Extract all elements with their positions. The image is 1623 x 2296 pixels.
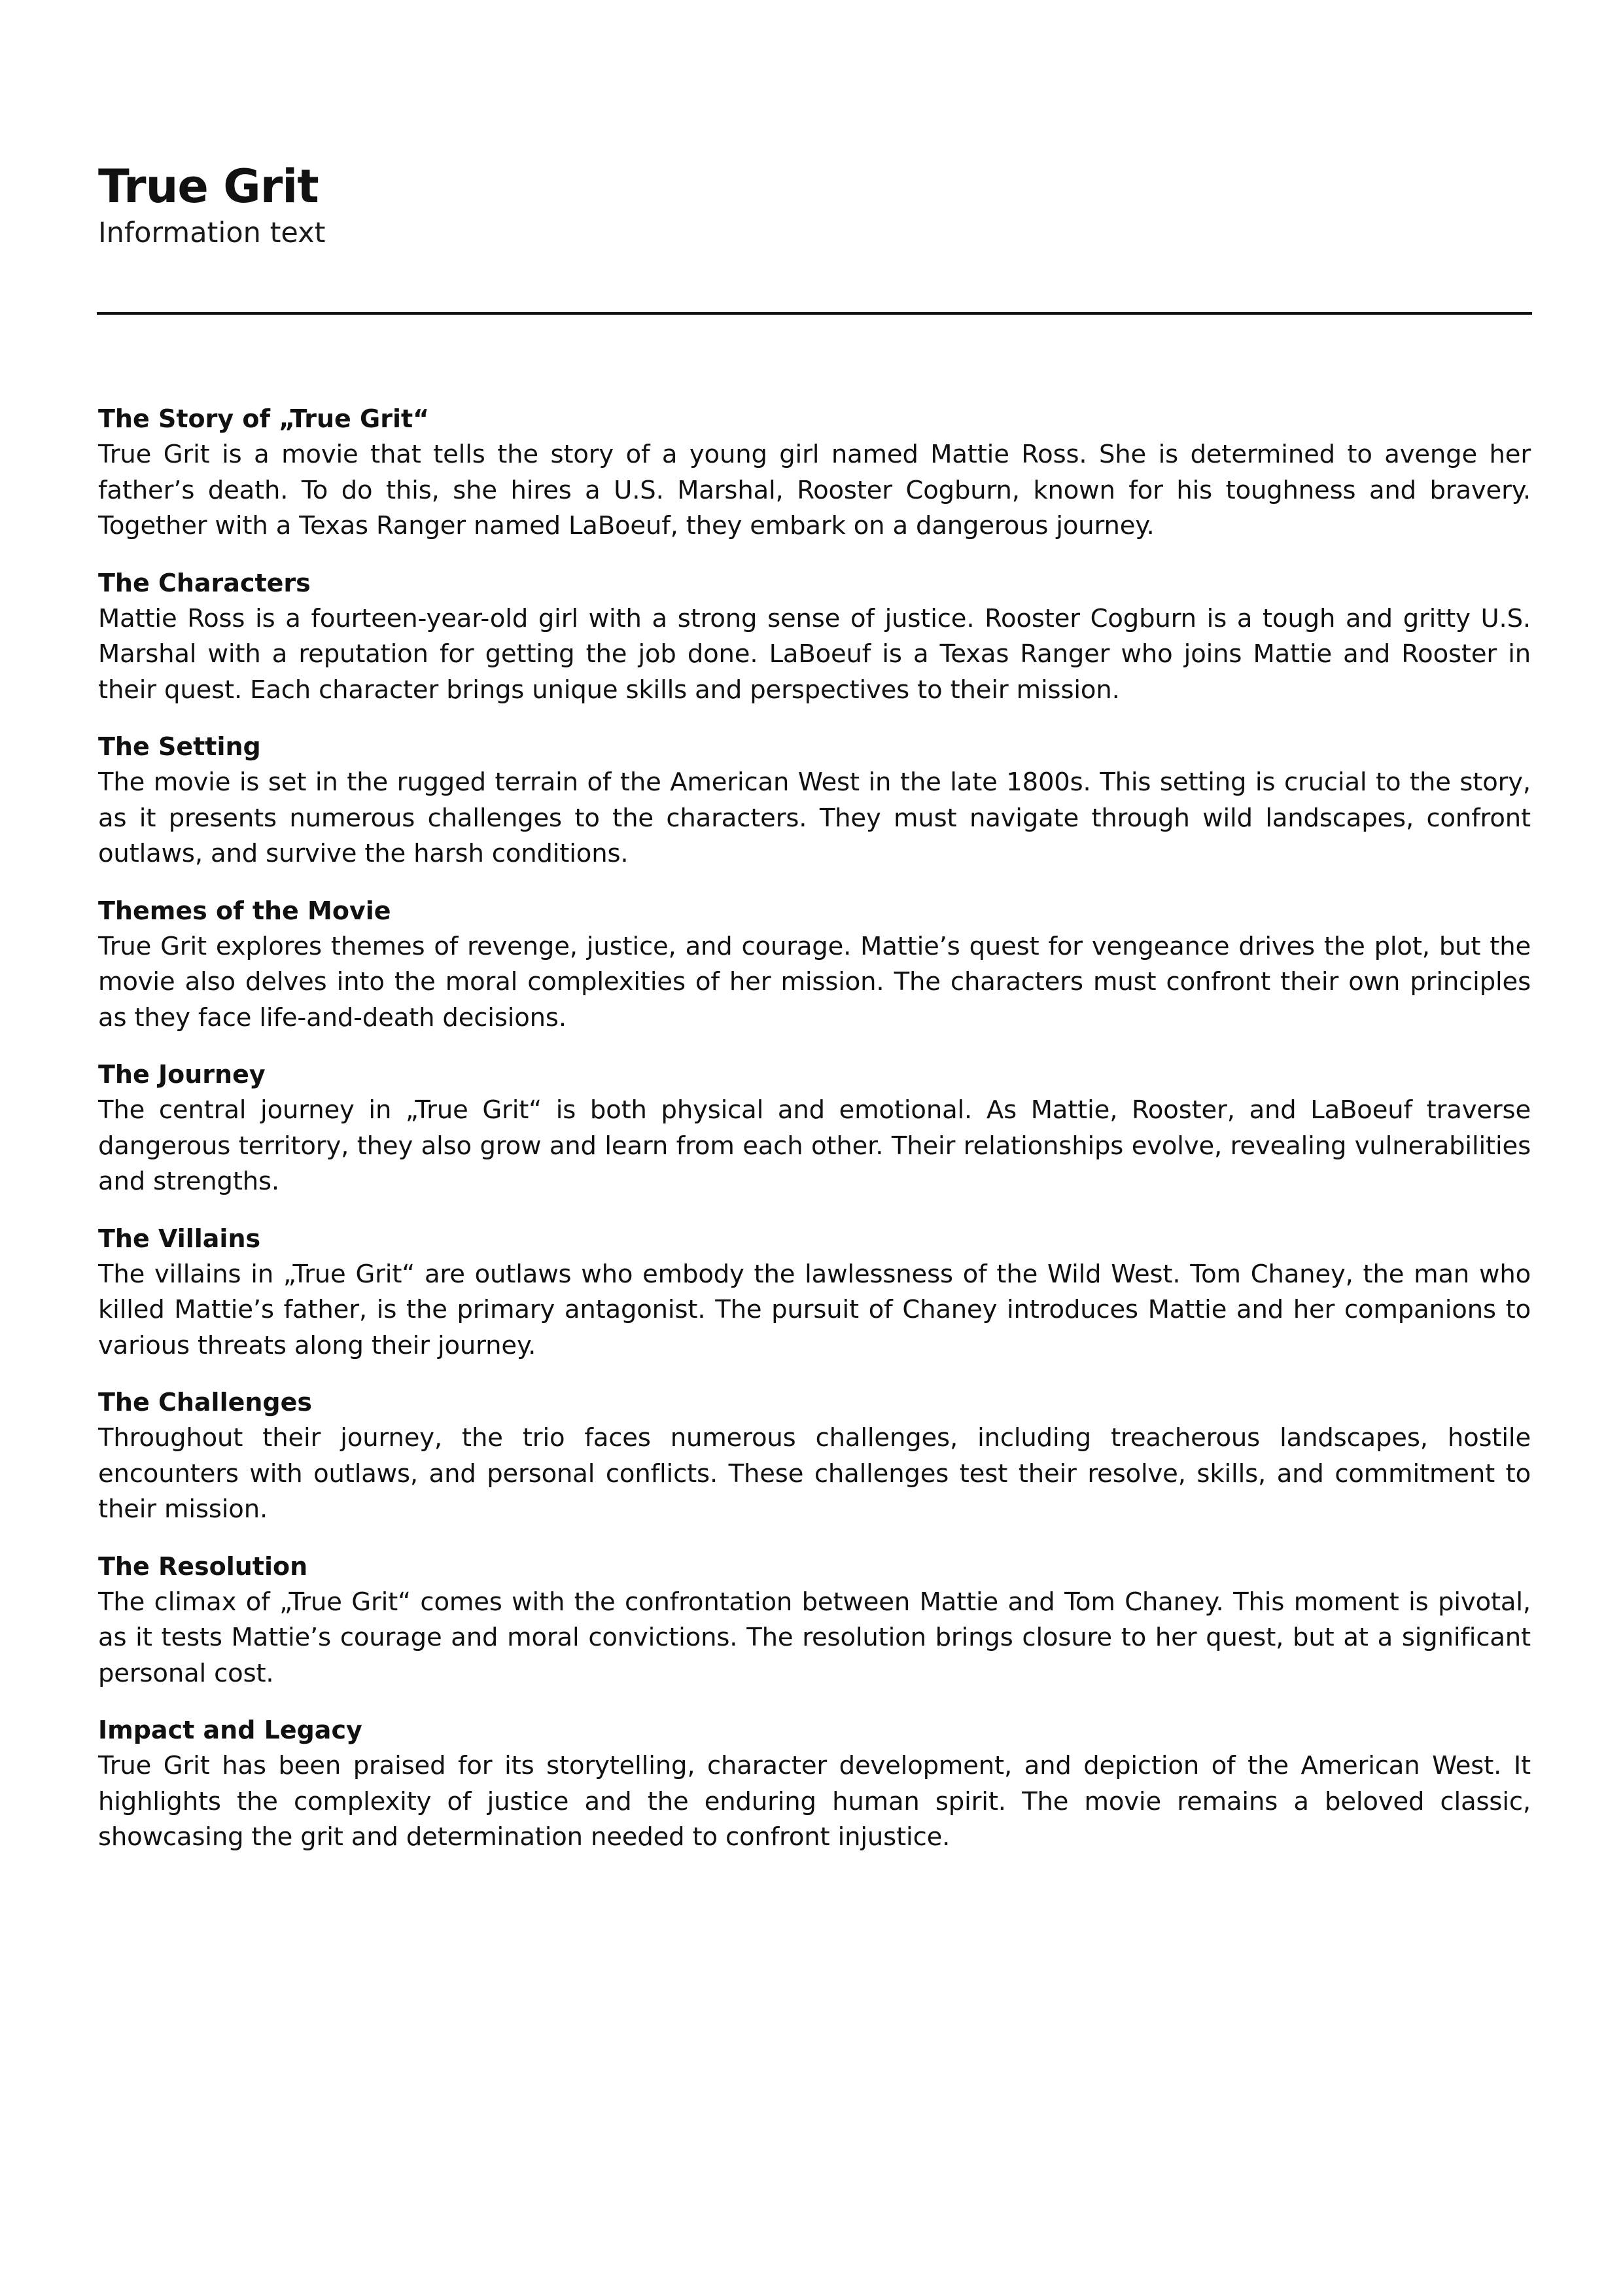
section-characters	[98, 565, 1531, 709]
section-paragraph: The climax of „True Grit“ comes with the confrontation between Mattie and Tom Chaney. This moment is pivotal, as it tests Mattie’s courage and moral convictions. The resolution brings closure to her quest, but at a significant personal cost.	[98, 1587, 1531, 1688]
section-paragraph: The movie is set in the rugged terrain of the American West in the late 1800s. This setting is crucial to the story, as it presents numerous challenges to the characters. They must navigate through wild landscapes, confront outlaws, and survive the harsh conditions.	[98, 768, 1531, 868]
document-body	[98, 401, 1531, 1877]
section-challenges	[98, 1385, 1531, 1528]
document-header	[98, 158, 1531, 251]
section-legacy	[98, 1712, 1531, 1856]
section-paragraph: The villains in „True Grit“ are outlaws who embody the lawlessness of the Wild West. Tom Chaney, the man who killed Mattie’s father, is the primary antagonist. The pursuit of Chaney introduces Mattie and her companions to various threats along their journey.	[98, 1259, 1531, 1360]
section-heading: The Story of „True Grit“	[98, 404, 430, 433]
section-heading: The Journey	[98, 1060, 266, 1089]
page-title: True Grit	[98, 160, 319, 213]
section-themes	[98, 893, 1531, 1036]
section-heading: The Characters	[98, 568, 311, 597]
section-heading: The Villains	[98, 1224, 261, 1253]
section-resolution	[98, 1549, 1531, 1692]
section-paragraph: Mattie Ross is a fourteen-year-old girl with a strong sense of justice. Rooster Cogburn is a tough and gritty U.S. Marshal with a reputation for getting the job done. LaBoeuf is a Texas Ranger who joins Mattie and Rooster in their quest. Each character brings unique skills and perspectives to their mission.	[98, 603, 1531, 705]
section-paragraph: True Grit is a movie that tells the story of a young girl named Mattie Ross. She is determined to avenge her father’s death. To do this, she hires a U.S. Marshal, Rooster Cogburn, known for his toughness and bravery. Together with a Texas Ranger named LaBoeuf, they embark on a dangerous journey.	[98, 440, 1531, 540]
section-setting	[98, 729, 1531, 872]
section-heading: Themes of the Movie	[98, 896, 391, 925]
section-story	[98, 401, 1531, 544]
section-heading: The Challenges	[98, 1388, 313, 1417]
section-paragraph: True Grit has been praised for its storytelling, character development, and depiction of the American West. It highlights the complexity of justice and the enduring human spirit. The movie remains a beloved classic, showcasing the grit and determination needed to confront injustice.	[98, 1751, 1531, 1852]
header-divider	[97, 312, 1532, 315]
section-villains	[98, 1221, 1531, 1364]
section-heading: The Resolution	[98, 1551, 308, 1581]
section-paragraph: The central journey in „True Grit“ is both physical and emotional. As Mattie, Rooster, and LaBoeuf traverse dangerous territory, they also grow and learn from each other. Their relationships evolve, revealing vulnerabilities and strengths.	[98, 1095, 1531, 1196]
section-heading: The Setting	[98, 732, 261, 761]
page-subtitle: Information text	[98, 217, 326, 249]
section-heading: Impact and Legacy	[98, 1716, 362, 1744]
section-paragraph: True Grit explores themes of revenge, justice, and courage. Mattie’s quest for vengeance drives the plot, but the movie also delves into the moral complexities of her mission. The characters must confront their own principles as they face life-and-death decisions.	[98, 931, 1531, 1033]
section-paragraph: Throughout their journey, the trio faces numerous challenges, including treacherous landscapes, hostile encounters with outlaws, and personal conflicts. These challenges test their resolve, skills, and commitment to their mission.	[98, 1423, 1531, 1524]
section-journey	[98, 1057, 1531, 1200]
